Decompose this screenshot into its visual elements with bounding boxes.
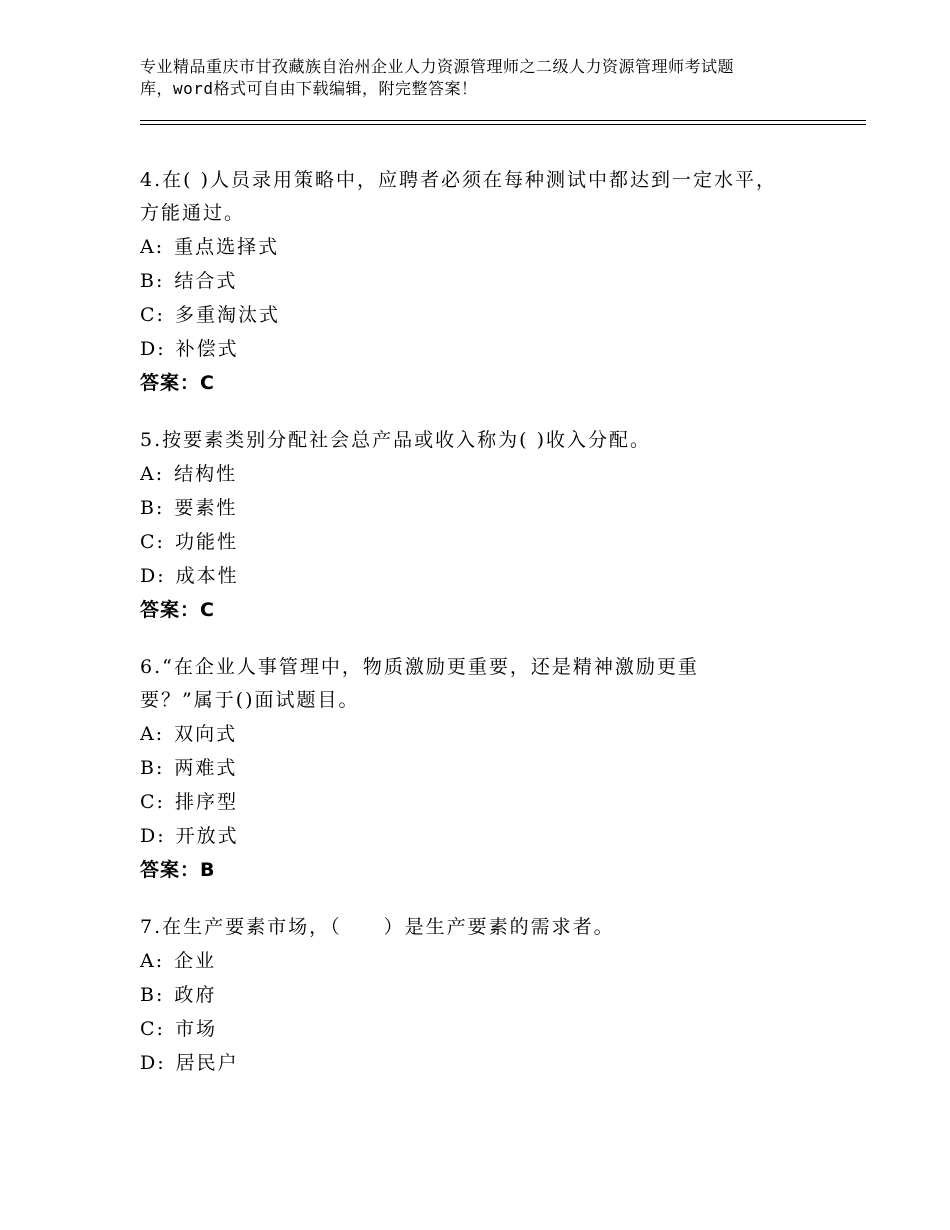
header-divider-bottom	[140, 124, 866, 125]
option-b	[140, 978, 840, 1012]
option-letter: B:	[140, 757, 165, 779]
option-a	[140, 230, 840, 264]
question-stem: 7.在生产要素市场，（ ）是生产要素的需求者。	[140, 916, 615, 938]
question-list	[140, 164, 840, 1104]
option-b	[140, 264, 840, 298]
answer-line: 答案：B	[140, 859, 216, 881]
option-letter: D:	[140, 825, 166, 847]
option-text: 结构性	[174, 463, 238, 485]
option-text: 排序型	[174, 791, 238, 813]
option-b	[140, 491, 840, 525]
option-letter: B:	[140, 984, 165, 1006]
option-letter: C:	[140, 791, 165, 813]
option-letter: C:	[140, 304, 165, 326]
option-text: 企业	[174, 950, 217, 972]
option-text: 成本性	[175, 565, 239, 587]
option-text: 补偿式	[175, 338, 239, 360]
question-7	[140, 911, 840, 1080]
option-letter: A:	[140, 236, 165, 258]
document-header	[140, 56, 830, 100]
option-text: 居民户	[175, 1052, 239, 1074]
option-text: 要素性	[174, 497, 238, 519]
question-stem-continued: 要？”属于()面试题目。	[140, 689, 360, 711]
option-letter: B:	[140, 270, 165, 292]
option-text: 功能性	[174, 531, 238, 553]
option-a	[140, 944, 840, 978]
answer-line: 答案：C	[140, 599, 215, 621]
question-stem: 4.在( )人员录用策略中，应聘者必须在每种测试中都达到一定水平，	[140, 169, 777, 191]
question-4	[140, 164, 840, 400]
option-letter: A:	[140, 723, 165, 745]
option-letter: A:	[140, 950, 165, 972]
option-letter: D:	[140, 1052, 166, 1074]
question-6	[140, 651, 840, 887]
option-a	[140, 457, 840, 491]
option-text: 双向式	[174, 723, 238, 745]
header-divider-top	[140, 120, 866, 121]
option-letter: A:	[140, 463, 165, 485]
option-c	[140, 298, 840, 332]
option-text: 市场	[174, 1018, 217, 1040]
option-letter: B:	[140, 497, 165, 519]
question-stem-continued: 方能通过。	[140, 202, 246, 224]
option-d	[140, 559, 840, 593]
question-stem: 5.按要素类别分配社会总产品或收入称为( )收入分配。	[140, 429, 651, 451]
option-letter: C:	[140, 1018, 165, 1040]
option-letter: C:	[140, 531, 165, 553]
option-d	[140, 1046, 840, 1080]
option-d	[140, 819, 840, 853]
question-5	[140, 424, 840, 627]
option-text: 开放式	[175, 825, 239, 847]
option-text: 两难式	[174, 757, 238, 779]
option-text: 重点选择式	[174, 236, 280, 258]
option-c	[140, 525, 840, 559]
header-line-2: 库，word格式可自由下载编辑，附完整答案！	[140, 79, 478, 98]
option-text: 多重淘汰式	[174, 304, 280, 326]
option-a	[140, 717, 840, 751]
option-c	[140, 785, 840, 819]
option-text: 结合式	[174, 270, 238, 292]
answer-line: 答案：C	[140, 372, 215, 394]
option-c	[140, 1012, 840, 1046]
option-letter: D:	[140, 338, 166, 360]
header-line-1: 专业精品重庆市甘孜藏族自治州企业人力资源管理师之二级人力资源管理师考试题	[140, 57, 735, 76]
option-text: 政府	[174, 984, 217, 1006]
question-stem: 6.“在企业人事管理中，物质激励更重要，还是精神激励更重	[140, 656, 699, 678]
option-letter: D:	[140, 565, 166, 587]
option-b	[140, 751, 840, 785]
option-d	[140, 332, 840, 366]
